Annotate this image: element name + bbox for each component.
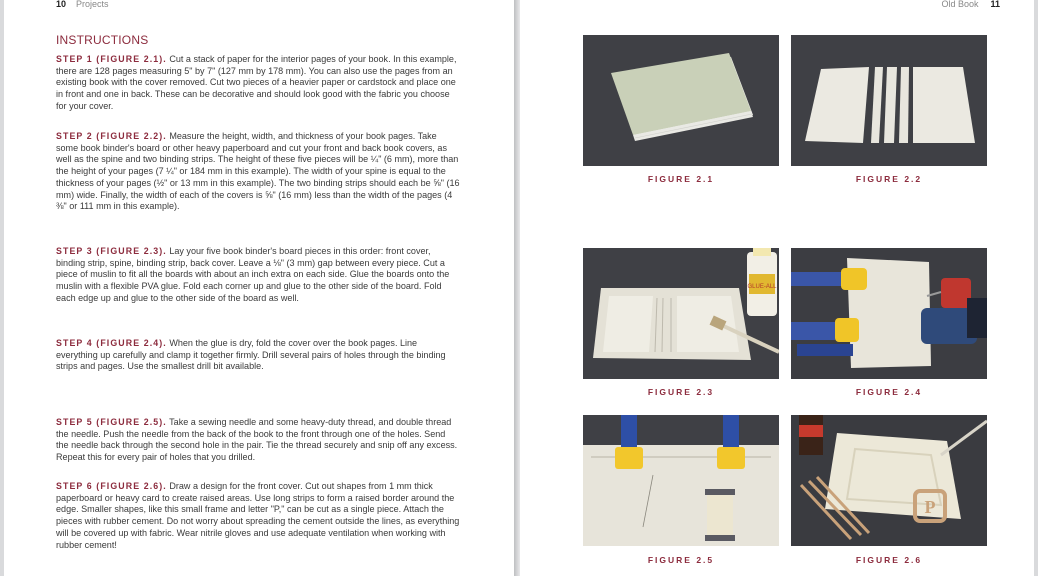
step-6-lead: STEP 6 (FIGURE 2.6). [56, 481, 167, 491]
right-folio [941, 0, 1000, 9]
step-2-lead: STEP 2 (FIGURE 2.2). [56, 131, 167, 141]
clamp-and-drill-illustration [791, 248, 987, 379]
step-1-text: Cut a stack of paper for the interior pages of your book. In this example, there are 128 pages measuring 5" by 7" (127 mm by 178 mm). You can also use the pages from an existing book with the cover removed. Cut two pieces of a heavier paper or cardstock and place one in front and one in back. These can be decorative and should look good with the fabric you choose for your cover. [56, 54, 457, 111]
figure-2-1-photo [583, 35, 779, 166]
section-title-left: Projects [76, 0, 109, 9]
raised-shapes-illustration [791, 415, 987, 546]
section-title-right: Old Book [941, 0, 979, 9]
step-1-lead: STEP 1 (FIGURE 2.1). [56, 54, 167, 64]
figure-2-6-photo [791, 415, 987, 546]
right-page [520, 0, 1034, 576]
left-page [4, 0, 514, 576]
letter-p-cutout: P [924, 497, 936, 517]
step-5-lead: STEP 5 (FIGURE 2.5). [56, 417, 167, 427]
step-3-lead: STEP 3 (FIGURE 2.3). [56, 246, 167, 256]
figure-2-4-photo [791, 248, 987, 379]
step-6-text: Draw a design for the front cover. Cut out shapes from 1 mm thick paperboard or heavy card to create raised areas. Use long strips to form a raised border around the edge. Smaller shapes, like this small frame and letter "P," can be cut as a single piece. Attach the pieces with rubber cement. Do not worry about spreading the cement outside the lines, as everything will be covered up with fabric. Wear nitrile gloves and use adequate ventilation when working with rubber cement! [56, 481, 460, 550]
figure-2-4-caption: FIGURE 2.4 [855, 387, 923, 397]
left-folio [56, 0, 109, 9]
figure-2-2-caption: FIGURE 2.2 [855, 174, 923, 184]
step-3-paragraph [56, 246, 460, 305]
figure-2-5-caption: FIGURE 2.5 [647, 555, 715, 565]
step-4-paragraph [56, 338, 460, 373]
figure-2-2-photo [791, 35, 987, 166]
paper-stack-illustration [583, 35, 779, 166]
glued-cover-illustration [583, 248, 779, 379]
page-number-right: 11 [990, 0, 1000, 9]
figure-2-5-photo [583, 415, 779, 546]
sewing-illustration [583, 415, 779, 546]
cut-boards-illustration [791, 35, 987, 166]
step-1-paragraph [56, 54, 460, 113]
step-4-lead: STEP 4 (FIGURE 2.4). [56, 338, 167, 348]
figure-2-3-caption: FIGURE 2.3 [647, 387, 715, 397]
step-5-text: Take a sewing needle and some heavy-duty thread, and double thread the needle. Push the needle from the back of the book to the front through one of the holes. Send the needle back through the second hole in the pair. Tie the thread securely and snip off any excess. Repeat this for every pair of holes that you drilled. [56, 417, 458, 463]
page-number-left: 10 [56, 0, 67, 9]
step-2-paragraph [56, 131, 460, 213]
step-2-text: Measure the height, width, and thickness of your book pages. Take some book binder's board or other heavy paperboard and cut your front and back book covers, as well as the spine and two binding strips. The height of these five pieces will be ¼" (6 mm), more than the height of your pages (7 ¼" or 184 mm in this example). The width of your spine is equal to the thickness of your pages (½" or 13 mm in this example). The two binding strips should each be ⅝" (16 mm) wide. Finally, the width of each of the covers is ⅝" (16 mm) less than the width of the pages (4 ⅜" or 111 mm in this example). [56, 131, 460, 212]
figure-2-6-caption: FIGURE 2.6 [855, 555, 923, 565]
figure-2-1-caption: FIGURE 2.1 [647, 174, 715, 184]
instructions-heading: INSTRUCTIONS [56, 33, 149, 47]
step-6-paragraph [56, 481, 460, 551]
step-3-text: Lay your five book binder's board pieces in this order: front cover, binding strip, spine, binding strip, back cover. Leave a ⅛" (3 mm) gap between every piece. Cut a piece of muslin to fit all the boards with about an inch extra on each side. Glue the boards onto the muslin with a flexible PVA glue. Fold each corner up and glue to the other side of the board. Fold each edge up and glue to the other side of the board as well. [56, 246, 450, 303]
figure-2-3-photo [583, 248, 779, 379]
step-5-paragraph [56, 417, 460, 464]
glue-bottle-label: GLUE-ALL [747, 284, 777, 290]
step-4-text: When the glue is dry, fold the cover over the book pages. Line everything up carefully and clamp it together firmly. Drill several pairs of holes through the binding strips and pages. Use the smallest drill bit available. [56, 338, 446, 372]
